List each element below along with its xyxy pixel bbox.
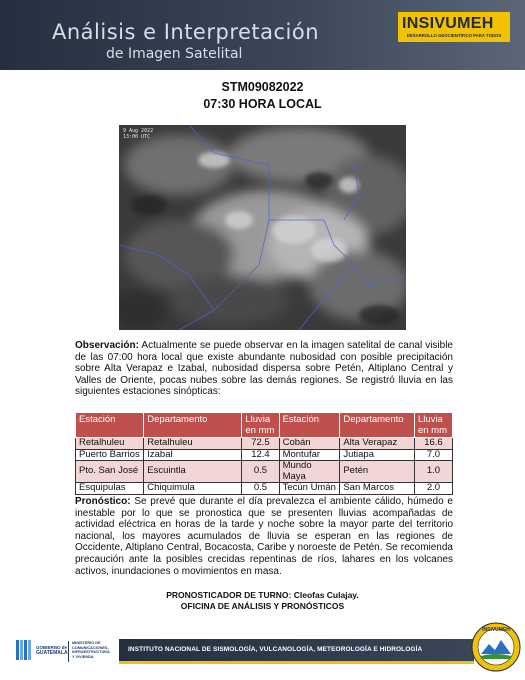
institute-name: INSTITUTO NACIONAL DE SISMOLOGÍA, VULCANOLOGÍA, METEOROLOGÍA E HIDROLOGÍA — [128, 646, 423, 653]
logo-name: INSIVUMEH — [402, 15, 494, 32]
col-header-station: Estación — [76, 413, 144, 438]
rain-cell: 12.4 — [242, 449, 279, 461]
department-cell: Jutiapa — [340, 449, 415, 461]
department-cell: Chiquimula — [144, 483, 242, 495]
station-cell: Mundo Maya — [279, 461, 340, 483]
header-title: Análisis e Interpretación — [52, 20, 320, 44]
rain-cell: 0.5 — [242, 483, 279, 495]
satellite-time-stamp: 13:00 UTC — [123, 134, 151, 140]
observation-label: Observación: — [75, 340, 139, 351]
ministry-line: COMUNICACIONES, — [72, 645, 109, 650]
station-cell: Cobán — [279, 438, 340, 450]
rain-cell: 2.0 — [414, 483, 452, 495]
forecast-paragraph — [75, 496, 453, 577]
table-row — [76, 483, 453, 495]
station-cell: Retalhuleu — [76, 438, 144, 450]
report-time: 07:30 HORA LOCAL — [203, 97, 322, 111]
satellite-image — [119, 125, 406, 330]
department-cell: Alta Verapaz — [340, 438, 415, 450]
forecast-text: Se prevé que durante el día prevalezca el ambiente cálido, húmedo e inestable por lo que se pronostica que se presenten lluvias acompañadas de actividad eléctrica en horas de la tarde y noche sobre la mayor parte del territorio nacional, los mayores acumulados de lluvia se esperan en las regiones de Occidente, Altiplano Central, Bocacosta, Caribe y noroeste de Petén. Se recomienda precaución ante la posibles crecidas repentinas de ríos, lahares en los volcanes activos, inundaciones o movimientos en masa. — [75, 496, 453, 577]
rain-cell: 16.6 — [414, 438, 452, 450]
col-header-rain: Lluvia en mm — [414, 413, 452, 438]
report-code: STM09082022 — [221, 80, 304, 94]
ministry-line: Y VIVIENDA — [72, 654, 94, 659]
rain-cell: 1.0 — [414, 461, 452, 483]
ministry-line: MINISTERIO DE — [72, 641, 101, 645]
rainfall-table — [75, 412, 453, 495]
satellite-date-stamp: 9 Aug 2022 — [123, 128, 154, 134]
department-cell: San Marcos — [340, 483, 415, 495]
observation-paragraph — [75, 340, 453, 398]
col-header-department: Departamento — [340, 413, 415, 438]
logo-tagline: DESARROLLO GEOCIENTÍFICO PARA TODOS — [406, 33, 502, 38]
forecaster-name: PRONOSTICADOR DE TURNO: Cleofas Culajay. — [166, 590, 359, 600]
footer-stripe — [119, 661, 474, 664]
rain-cell: 0.5 — [242, 461, 279, 483]
col-header-department: Departamento — [144, 413, 242, 438]
ministry-name — [72, 641, 110, 659]
department-cell: Izabal — [144, 449, 242, 461]
station-cell: Tecún Umán — [279, 483, 340, 495]
rain-cell: 72.5 — [242, 438, 279, 450]
col-header-station: Estación — [279, 413, 340, 438]
office-name: OFICINA DE ANÁLISIS Y PRONÓSTICOS — [180, 601, 345, 611]
observation-text: Actualmente se puede observar en la imagen satelital de canal visible de las 07:00 hora local que existe abundante nubosidad con posible precipitación sobre Alta Verapaz e Izabal, nubosidad dispersa sobre Petén, Altiplano Central y Valles de Oriente, pocas nubes sobre las demás regiones. Se registró lluvia en las siguientes estaciones sinópticas: — [75, 340, 453, 398]
insivumeh-seal-icon — [471, 622, 521, 672]
gov-line-2: GUATEMALA — [36, 650, 68, 656]
header-subtitle: de Imagen Satelital — [106, 46, 243, 62]
station-cell: Pto. San José — [76, 461, 144, 483]
station-cell: Puerto Barrios — [76, 449, 144, 461]
ministry-line: INFRAESTRUCTURA — [72, 650, 110, 655]
table-row — [76, 461, 453, 483]
station-cell: Esquipulas — [76, 483, 144, 495]
station-cell: Montufar — [279, 449, 340, 461]
department-cell: Escuintla — [144, 461, 242, 483]
department-cell: Retalhuleu — [144, 438, 242, 450]
department-cell: Petén — [340, 461, 415, 483]
col-header-rain: Lluvia en mm — [242, 413, 279, 438]
svg-text:INSIVUMEH: INSIVUMEH — [482, 627, 510, 633]
table-row — [76, 438, 453, 450]
guatemala-flag-icon — [16, 640, 33, 660]
table-header-row — [76, 413, 453, 438]
forecast-label: Pronóstico: — [75, 496, 131, 507]
gov-line-1: GOBIERNO de — [36, 645, 68, 650]
footer-divider — [68, 641, 69, 662]
rain-cell: 7.0 — [414, 449, 452, 461]
table-row — [76, 449, 453, 461]
